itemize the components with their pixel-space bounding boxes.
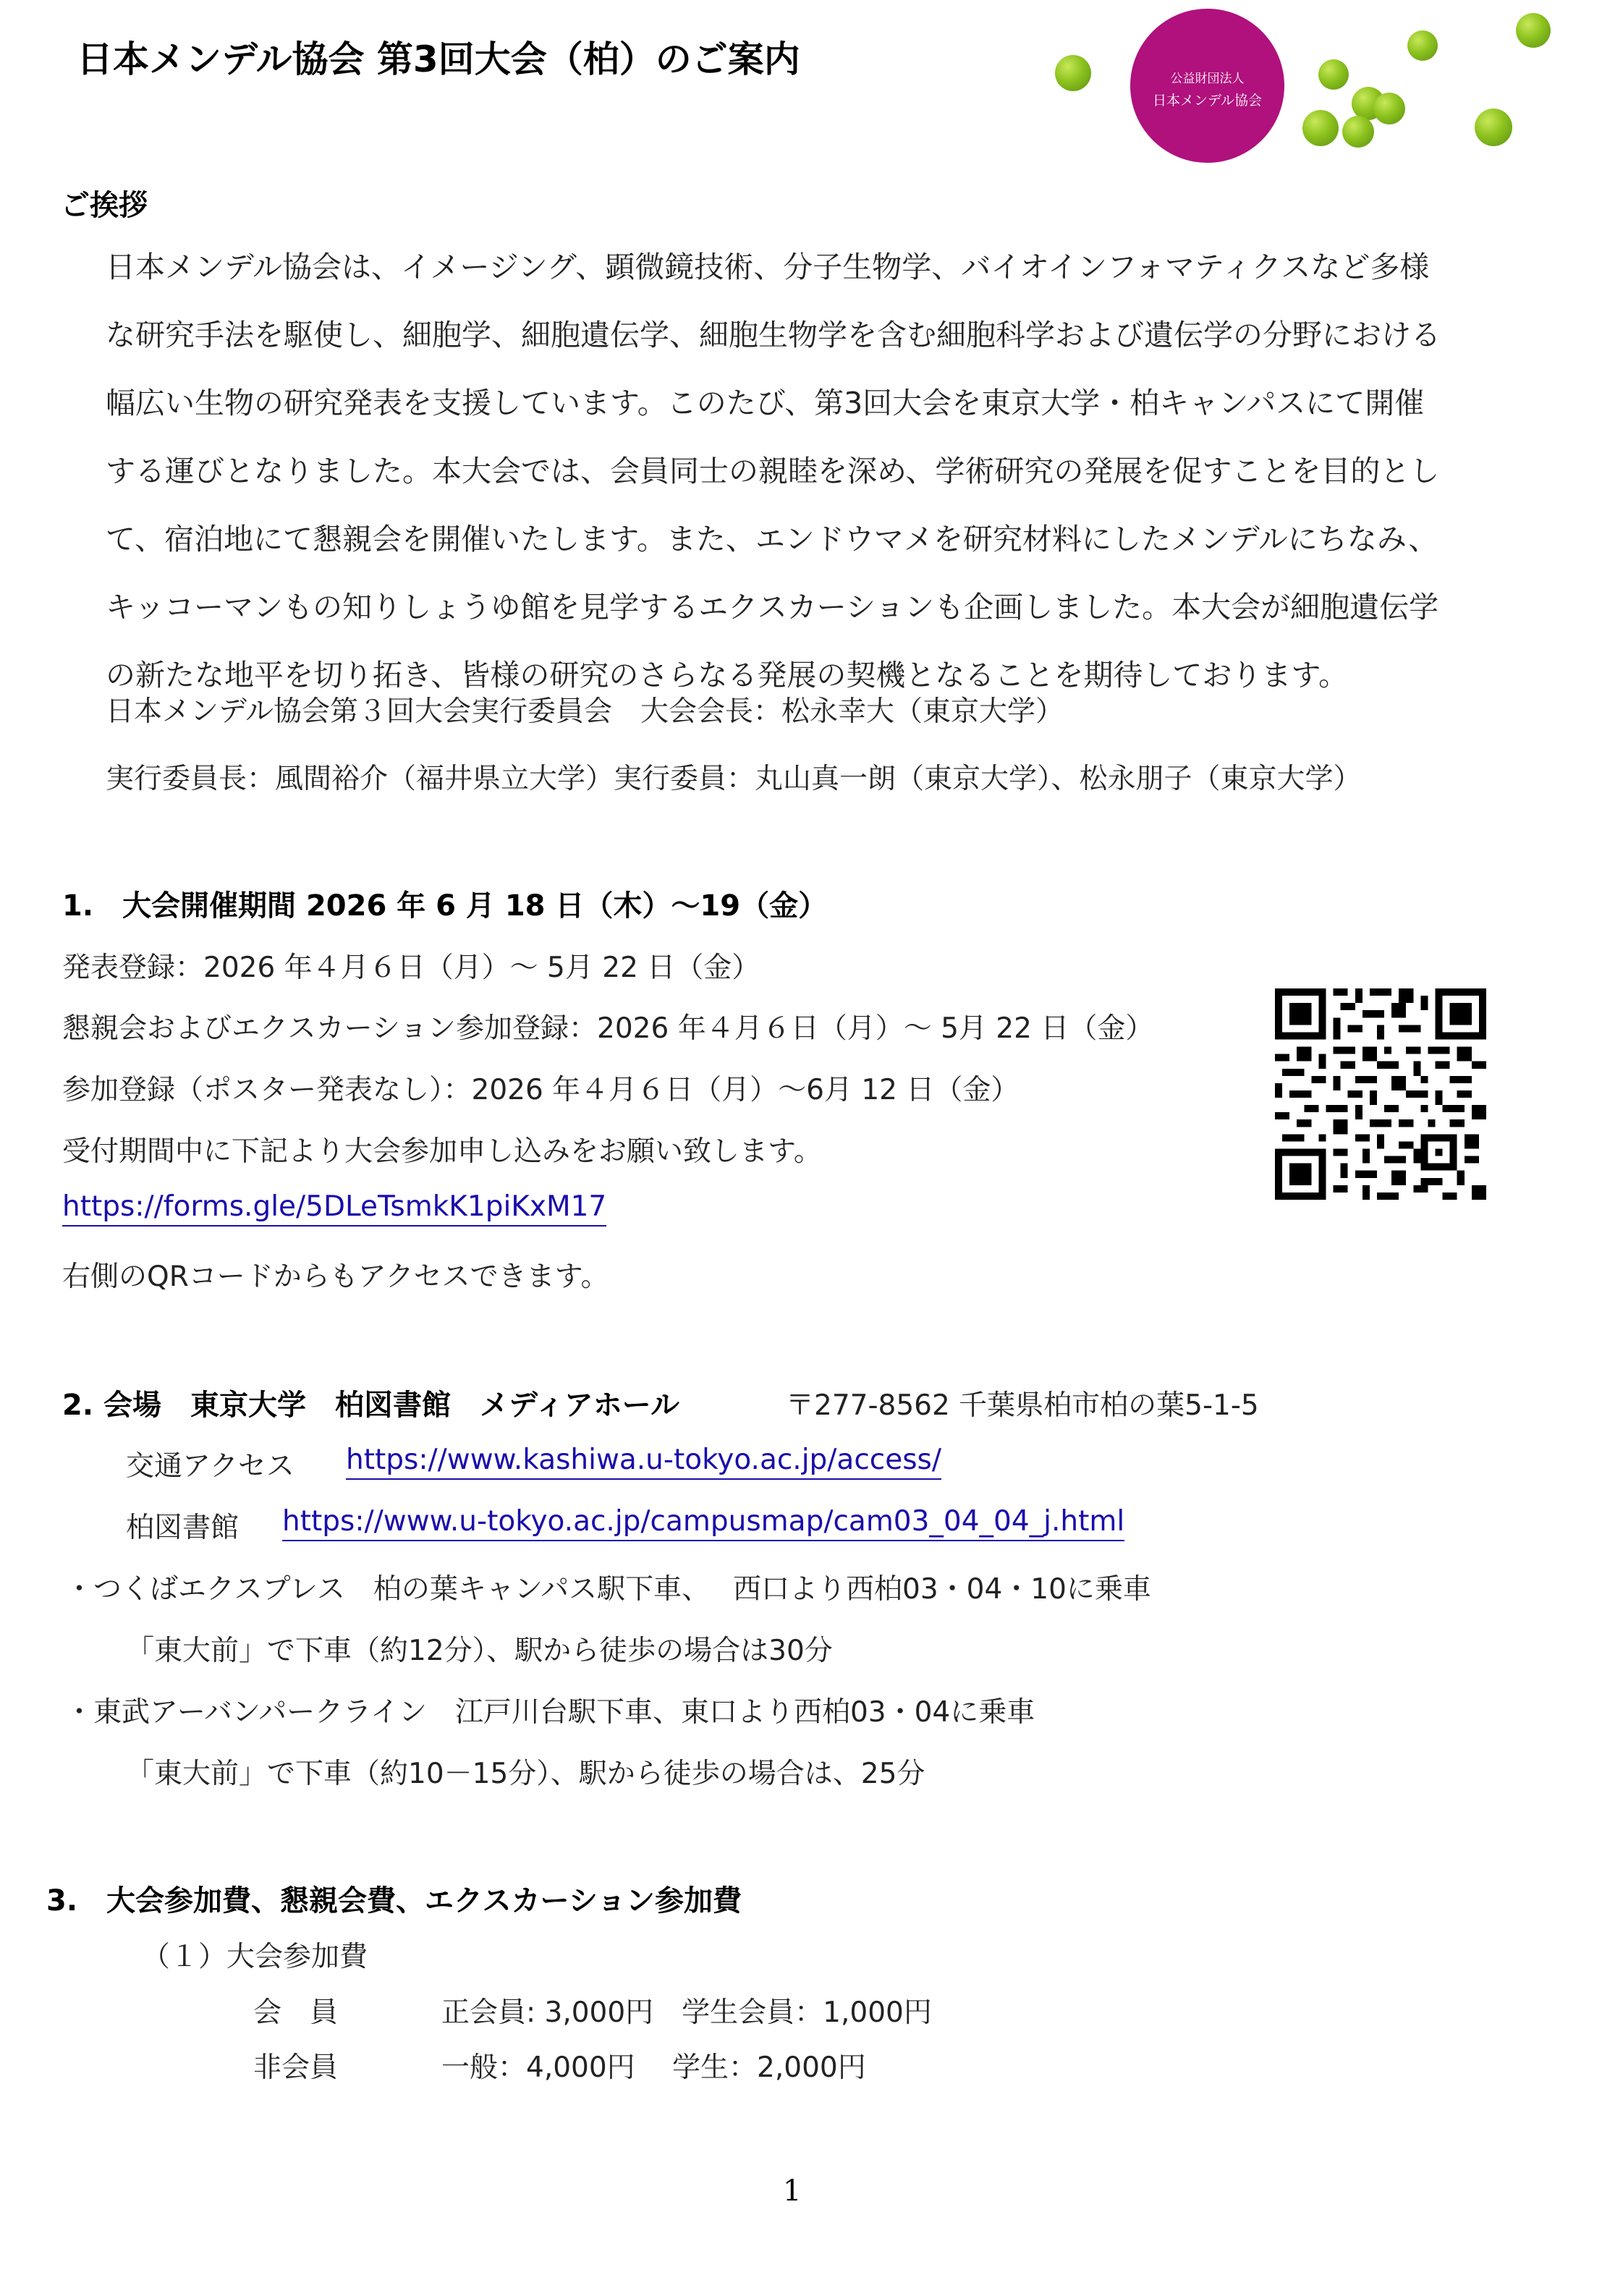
- library-link[interactable]: https://www.u-tokyo.ac.jp/campusmap/cam03_04_04_j.html: [282, 1505, 1124, 1541]
- page-number: 1: [783, 2174, 802, 2208]
- pea-icon: [1516, 13, 1551, 48]
- greeting-heading: ご挨拶: [61, 189, 148, 222]
- pea-icon: [1407, 30, 1438, 61]
- access-label: 交通アクセス: [126, 1450, 294, 1483]
- nonmember-label: 非会員: [253, 2051, 339, 2084]
- committee-line: 日本メンデル協会第３回大会実行委員会 大会会長：松永幸大（東京大学）: [106, 695, 1064, 728]
- presentation-registration: 発表登録：2026 年４月６日（月）～ 5月 22 日（金）: [62, 952, 760, 984]
- access-link[interactable]: https://www.kashiwa.u-tokyo.ac.jp/access/: [346, 1444, 941, 1480]
- registration-form-link[interactable]: https://forms.gle/5DLeTsmkK1piKxM17: [62, 1190, 606, 1227]
- fee-subheading: （１）大会参加費: [142, 1941, 368, 1973]
- member-fees: 正会員: 3,000円 学生会員：1,000円: [441, 1996, 932, 2029]
- section3-heading: 3. 大会参加費、懇親会費、エクスカーション参加費: [46, 1884, 742, 1918]
- nonmember-fees: 一般：4,000円 学生：2,000円: [441, 2051, 866, 2084]
- logo-line2: 日本メンデル協会: [1152, 93, 1263, 109]
- greeting-line: な研究手法を駆使し、細胞学、細胞遺伝学、細胞生物学を含む細胞科学および遺伝学の分野における: [106, 318, 1441, 352]
- qr-note: 右側のQRコードからもアクセスできます。: [62, 1261, 609, 1293]
- greeting-line: 日本メンデル協会は、イメージング、顕微鏡技術、分子生物学、バイオインフォマティクスなど多様: [106, 250, 1430, 284]
- route-tx: ・つくばエクスプレス 柏の葉キャンパス駅下車、 西口より西柏03・04・10に乗車: [65, 1573, 1151, 1606]
- page-title: 日本メンデル協会 第3回大会（柏）のご案内: [77, 38, 800, 80]
- pea-icon: [1373, 93, 1405, 124]
- greeting-line: 幅広い生物の研究発表を支援しています。このたび、第3回大会を東京大学・柏キャンパスにて開催: [106, 386, 1425, 420]
- section1-heading: 1. 大会開催期間 2026 年 6 月 18 日（木）～19（金）: [62, 889, 828, 923]
- committee-line: 実行委員長：風間裕介（福井県立大学）実行委員：丸山真一朗（東京大学）、松永朋子（東京大学）: [106, 763, 1362, 795]
- section2-heading: 2. 会場 東京大学 柏図書館 メディアホール: [62, 1389, 679, 1422]
- greeting-line: キッコーマンもの知りしょうゆ館を見学するエクスカーションも企画しました。本大会が細胞遺伝学: [106, 590, 1439, 624]
- pea-icon: [1318, 59, 1349, 90]
- greeting-line: する運びとなりました。本大会では、会員同士の親睦を深め、学術研究の発展を促すことを目的とし: [106, 454, 1440, 488]
- social-registration: 懇親会およびエクスカーション参加登録：2026 年４月６日（月）～ 5月 22 日（金）: [62, 1012, 1154, 1045]
- logo-line1: 公益財団法人: [1170, 72, 1245, 86]
- route-tx-detail: 「東大前」で下車（約12分）、駅から徒歩の場合は30分: [126, 1635, 833, 1667]
- registration-instruction: 受付期間中に下記より大会参加申し込みをお願い致します。: [62, 1135, 822, 1168]
- greeting-line: て、宿泊地にて懇親会を開催いたします。また、エンドウマメを研究材料にしたメンデルにちなみ、: [106, 522, 1438, 556]
- pea-icon: [1302, 110, 1339, 146]
- greeting-paragraph: [106, 233, 1527, 709]
- greeting-line: の新たな地平を切り拓き、皆様の研究のさらなる発展の契機となることを期待しております。: [106, 658, 1349, 692]
- venue-address: 〒277-8562 千葉県柏市柏の葉5-1-5: [786, 1389, 1259, 1422]
- route-tobu-detail: 「東大前」で下車（約10－15分）、駅から徒歩の場合は、25分: [126, 1758, 925, 1790]
- participation-registration: 参加登録（ポスター発表なし）：2026 年４月６日（月）～6月 12 日（金）: [62, 1074, 1020, 1106]
- association-logo: [1130, 9, 1284, 163]
- pea-icon: [1342, 116, 1374, 148]
- library-label: 柏図書館: [126, 1512, 240, 1544]
- route-tobu: ・東武アーバンパークライン 江戸川台駅下車、東口より西柏03・04に乗車: [65, 1696, 1035, 1729]
- pea-icon: [1475, 109, 1512, 146]
- pea-icon: [1055, 55, 1091, 91]
- qr-code-icon: [1275, 988, 1486, 1200]
- member-label: 会 員: [253, 1996, 339, 2029]
